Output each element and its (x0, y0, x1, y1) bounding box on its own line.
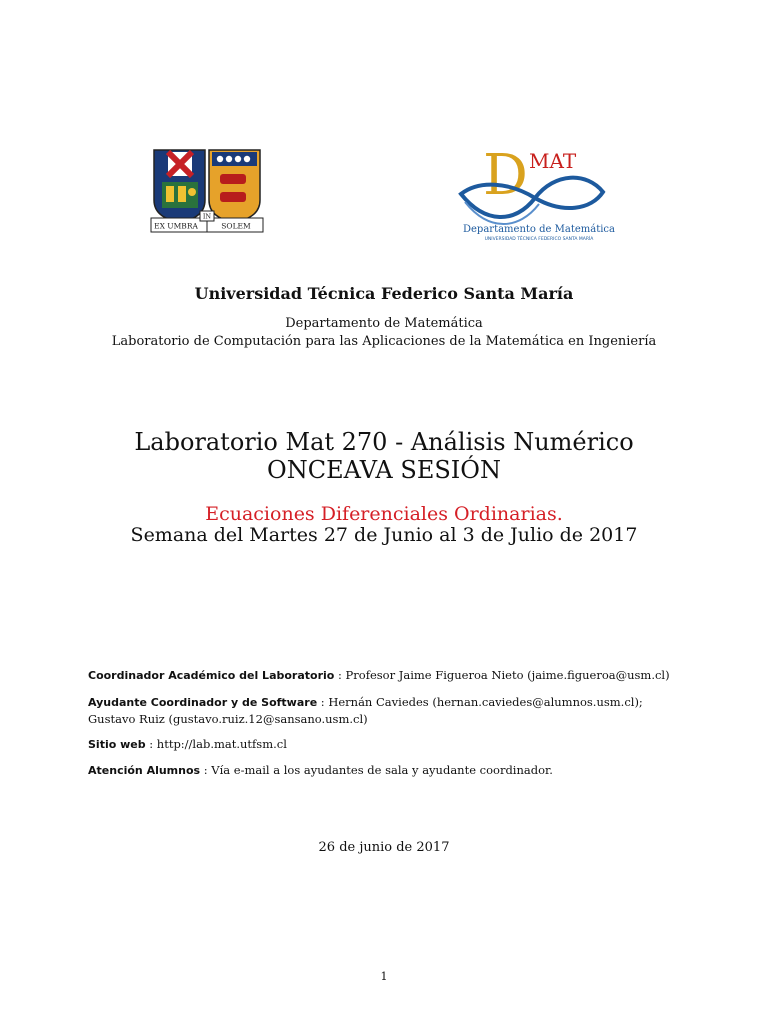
dmat-big-letter: D (483, 143, 528, 208)
info-label: Coordinador Académico del Laboratorio (88, 669, 335, 682)
document-title: Laboratorio Mat 270 - Análisis Numérico (134, 428, 634, 456)
document-date: 26 de junio de 2017 (318, 840, 450, 855)
usm-motto-mid: IN (202, 212, 212, 221)
topic-heading: Ecuaciones Diferenciales Ordinarias. (205, 503, 563, 525)
laboratory-name: Laboratorio de Computación para las Aplicaciones de la Matemática en Ingeniería (111, 334, 657, 349)
usm-coat-of-arms-logo (150, 148, 264, 236)
university-name: Universidad Técnica Federico Santa María (194, 284, 574, 303)
usm-motto-right: SOLEM (221, 221, 251, 231)
info-student-attention (88, 762, 688, 779)
dmat-caption: Departamento de Matemática (463, 224, 615, 235)
dmat-subcaption: UNIVERSIDAD TÉCNICA FEDERICO SANTA MARÍA (484, 237, 594, 242)
info-label: Atención Alumnos (88, 764, 201, 777)
session-title: ONCEAVA SESIÓN (267, 456, 501, 484)
dmat-department-logo (455, 142, 615, 242)
dmat-mat-text: MAT (529, 149, 577, 173)
info-value: : http://lab.mat.utfsm.cl (145, 737, 287, 751)
department-name: Departamento de Matemática (285, 316, 483, 331)
info-assistant-coordinator (88, 694, 688, 727)
info-academic-coordinator (88, 667, 688, 684)
info-value: : Profesor Jaime Figueroa Nieto (jaime.figueroa@usm.cl) (334, 668, 670, 682)
info-label: Ayudante Coordinador y de Software (88, 696, 318, 709)
info-label: Sitio web (88, 738, 146, 751)
usm-motto-left: EX UMBRA (154, 221, 198, 231)
page-number: 1 (380, 970, 388, 983)
info-value: : Hernán Caviedes (hernan.caviedes@alumnos.usm.cl); Gustavo Ruiz (gustavo.ruiz.12@sansano.usm.cl) (88, 695, 643, 726)
info-website (88, 736, 688, 753)
week-heading: Semana del Martes 27 de Junio al 3 de Julio de 2017 (130, 524, 638, 546)
info-value: : Vía e-mail a los ayudantes de sala y ayudante coordinador. (200, 763, 553, 777)
